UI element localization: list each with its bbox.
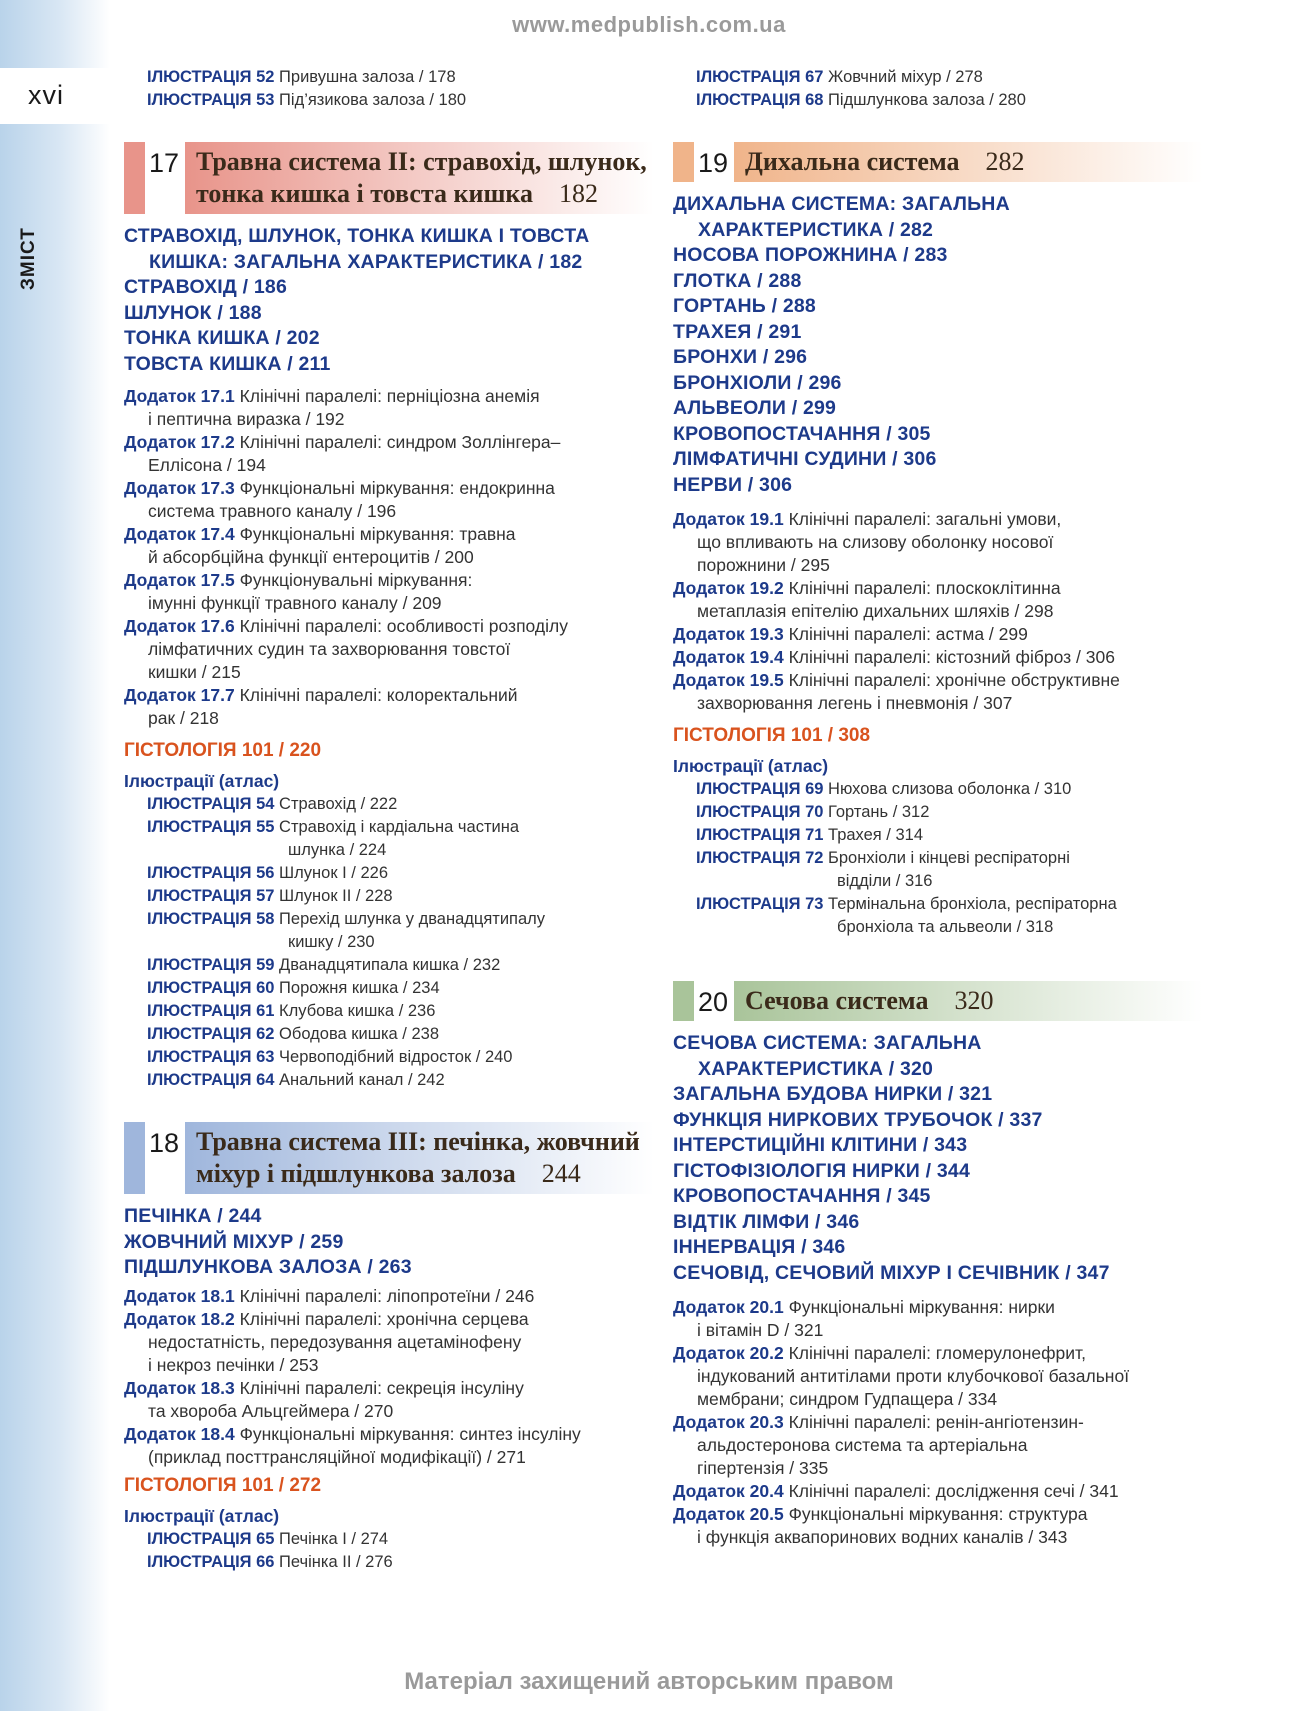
histology-entry[interactable]: ГІСТОЛОГІЯ 101 / 272: [124, 1474, 322, 1496]
section-entry[interactable]: [673, 1184, 1203, 1210]
illustration-entry[interactable]: [673, 893, 1203, 939]
section-title: НОСОВА ПОРОЖНИНА / 283: [673, 244, 948, 266]
illustration-entry[interactable]: [673, 66, 1203, 89]
appendix-code: Додаток 17.2: [124, 432, 235, 452]
appendix-code: Додаток 17.7: [124, 685, 235, 705]
illustration-title: Бронхіоли і кінцеві респіраторні: [823, 849, 1070, 867]
histology-entry[interactable]: ГІСТОЛОГІЯ 101 / 308: [673, 725, 871, 746]
appendix-title: Функціональні міркування: ендокринна: [234, 478, 555, 498]
section-title: ЛІМФАТИЧНІ СУДИНИ / 306: [673, 448, 937, 470]
appendix-entry[interactable]: [124, 385, 654, 431]
appendix-title: Функціональні міркування: травна: [234, 524, 516, 544]
chapter-page: 244: [541, 1159, 581, 1188]
section-entry[interactable]: [124, 301, 654, 327]
appendix-title-cont: що впливають на слизову оболонку носової: [697, 532, 1054, 552]
section-title: ГОРТАНЬ / 288: [673, 295, 816, 317]
section-title: КРОВОПОСТАЧАННЯ / 305: [673, 422, 931, 445]
sidebar-band: [0, 0, 110, 1711]
appendix-entry[interactable]: [673, 1411, 1203, 1480]
section-side-label: ЗМІСТ: [18, 227, 39, 290]
section-entry[interactable]: [673, 473, 1203, 499]
chapter-title[interactable]: [745, 985, 1203, 1017]
illustration-entry[interactable]: [124, 1528, 654, 1551]
section-title: ПІДШЛУНКОВА ЗАЛОЗА / 263: [124, 1256, 412, 1278]
section-title-cont: КИШКА: ЗАГАЛЬНА ХАРАКТЕРИСТИКА / 182: [149, 250, 583, 273]
appendix-title-cont: Еллісона / 194: [148, 455, 266, 475]
appendix-title-cont: і вітамін D / 321: [697, 1320, 824, 1340]
appendix-title-cont: мембрани; синдром Гудпащера / 334: [697, 1389, 998, 1409]
section-title: ІНТЕРСТИЦІЙНІ КЛІТИНИ / 343: [673, 1134, 968, 1156]
illustration-title-cont: кишку / 230: [288, 933, 375, 951]
appendix-title-cont: і функція аквапоринових водних каналів / 343: [697, 1527, 1068, 1547]
appendix-title-cont: метаплазія епітелію дихальних шляхів / 298: [697, 601, 1054, 621]
appendix-title: Функціонувальні міркування:: [234, 570, 473, 590]
illustration-entry[interactable]: [124, 1023, 654, 1046]
appendix-code: Додаток 18.1: [124, 1285, 235, 1306]
histology-entry[interactable]: ГІСТОЛОГІЯ 101 / 220: [124, 740, 322, 761]
appendix-title: Клінічні паралелі: дослідження сечі / 341: [783, 1481, 1119, 1501]
chapter-header: [673, 981, 1203, 1021]
illustration-code: ІЛЮСТРАЦІЯ 53: [147, 91, 275, 109]
section-entry[interactable]: [124, 326, 654, 352]
appendix-entry[interactable]: [124, 431, 654, 477]
illustration-code: ІЛЮСТРАЦІЯ 71: [696, 826, 824, 844]
illustration-code: ІЛЮСТРАЦІЯ 63: [147, 1048, 275, 1066]
appendix-title: Клінічні паралелі: особливості розподілу: [234, 616, 568, 636]
spacer: [124, 1092, 654, 1122]
appendix-entry[interactable]: [673, 508, 1203, 577]
section-title: ЖОВЧНИЙ МІХУР / 259: [124, 1230, 344, 1253]
appendix-title-cont: кишки / 215: [148, 662, 241, 682]
section-entry[interactable]: [673, 1082, 1203, 1108]
illustration-title: Шлунок І / 226: [274, 864, 388, 882]
appendix-title: Клінічні паралелі: перніціозна анемія: [234, 386, 540, 406]
appendix-title: Клінічні паралелі: колоректальний: [234, 685, 518, 705]
illustration-entry[interactable]: [673, 89, 1203, 112]
appendix-title-cont: рак / 218: [148, 708, 219, 728]
illustration-title: Печінка І / 274: [274, 1529, 389, 1548]
section-entry[interactable]: [673, 1159, 1203, 1185]
appendix-title: Клінічні паралелі: секреція інсуліну: [234, 1377, 524, 1398]
chapter-page: 182: [558, 179, 598, 208]
illustration-title: Під’язикова залоза / 180: [274, 91, 467, 109]
appendix-entry[interactable]: [124, 615, 654, 684]
chapter-header: [673, 142, 1203, 182]
appendix-title-cont: система травного каналу / 196: [148, 501, 397, 521]
illustration-code: ІЛЮСТРАЦІЯ 72: [696, 849, 824, 867]
section-entry[interactable]: [673, 422, 1203, 448]
illustration-title: Підшлункова залоза / 280: [823, 91, 1026, 109]
illustration-title: Анальний канал / 242: [274, 1071, 445, 1089]
appendix-entry[interactable]: [124, 684, 654, 730]
appendix-entry[interactable]: [673, 623, 1203, 646]
section-entry[interactable]: [673, 1235, 1203, 1261]
chapter-number: 19: [698, 148, 729, 178]
illustration-title: Гортань / 312: [823, 803, 930, 821]
section-entry[interactable]: [673, 243, 1203, 269]
spacer: [673, 939, 1203, 981]
section-title: БРОНХИ / 296: [673, 346, 808, 368]
appendix-title-cont: лімфатичних судин та захворювання товстої: [148, 639, 511, 659]
appendix-code: Додаток 17.5: [124, 570, 235, 590]
appendix-code: Додаток 19.4: [673, 647, 784, 667]
illustration-code: ІЛЮСТРАЦІЯ 69: [696, 780, 824, 798]
illustration-code: ІЛЮСТРАЦІЯ 60: [147, 979, 275, 997]
chapter-title[interactable]: [745, 146, 1203, 178]
chapter-color-bar: [124, 142, 145, 214]
appendix-code: Додаток 20.2: [673, 1343, 784, 1363]
illustration-code: ІЛЮСТРАЦІЯ 62: [147, 1025, 275, 1043]
section-title: СТРАВОХІД / 186: [124, 276, 288, 298]
section-title: СЕЧОВА СИСТЕМА: ЗАГАЛЬНА: [673, 1032, 982, 1054]
illustration-entry[interactable]: [124, 1069, 654, 1092]
appendix-title: Клінічні паралелі: ренін-ангіотензин-: [783, 1412, 1084, 1432]
appendix-entry[interactable]: [673, 577, 1203, 623]
chapter-title-line2: міхур і підшлункова залоза: [196, 1159, 516, 1188]
section-title: ІННЕРВАЦІЯ / 346: [673, 1236, 846, 1258]
appendix-title: Клінічні паралелі: синдром Золлінгера–: [234, 432, 561, 452]
illustration-entry[interactable]: [673, 778, 1203, 801]
appendix-entry[interactable]: [673, 646, 1203, 669]
appendix-entry[interactable]: [124, 1285, 654, 1308]
section-entry[interactable]: [673, 1210, 1203, 1236]
spacer: [124, 377, 654, 385]
appendix-code: Додаток 19.2: [673, 578, 784, 598]
appendix-code: Додаток 20.5: [673, 1504, 784, 1524]
section-entry[interactable]: [124, 1204, 654, 1230]
appendix-title-cont: порожнини / 295: [697, 555, 830, 575]
illustration-entry[interactable]: [124, 1551, 654, 1574]
section-entry[interactable]: [124, 1230, 654, 1256]
appendix-title-cont: (приклад посттрансляційної модифікації) / 271: [148, 1446, 526, 1467]
spacer: [124, 1194, 654, 1204]
illustration-title: Жовчний міхур / 278: [823, 68, 983, 86]
illustration-entry[interactable]: [124, 954, 654, 977]
illustration-entry[interactable]: [673, 824, 1203, 847]
appendix-code: Додаток 17.3: [124, 478, 235, 498]
section-title: ФУНКЦІЯ НИРКОВИХ ТРУБОЧОК / 337: [673, 1108, 1043, 1131]
section-entry[interactable]: [124, 275, 654, 301]
appendix-code: Додаток 19.1: [673, 509, 784, 529]
section-title: АЛЬВЕОЛИ / 299: [673, 397, 837, 419]
spacer: [673, 1021, 1203, 1031]
section-title: ДИХАЛЬНА СИСТЕМА: ЗАГАЛЬНА: [673, 193, 1010, 215]
appendix-title-cont: й абсорбційна функції ентероцитів / 200: [148, 547, 474, 567]
appendix-title: Клінічні паралелі: хронічна серцева: [234, 1308, 529, 1329]
watermark-top: www.medpublish.com.ua: [512, 12, 786, 37]
appendix-title-cont: індукований антитілами проти клубочкової базальної: [697, 1366, 1130, 1386]
spacer: [673, 498, 1203, 508]
chapter-page: 320: [954, 986, 994, 1015]
illustration-title: Перехід шлунка у дванадцятипалу: [274, 910, 546, 928]
appendix-title: Функціональні міркування: нирки: [783, 1297, 1055, 1317]
appendix-title-cont: і некроз печінки / 253: [148, 1354, 319, 1375]
appendix-entry[interactable]: [124, 523, 654, 569]
spacer: [124, 214, 654, 224]
section-title: ТОНКА КИШКА / 202: [124, 327, 320, 349]
chapter-title-line1: Дихальна система: [745, 147, 960, 176]
appendix-title: Функціональні міркування: синтез інсуліну: [234, 1423, 581, 1444]
illustration-title: Термінальна бронхіола, респіраторна: [823, 895, 1117, 913]
chapter-title-line2: тонка кишка і товста кишка: [196, 179, 533, 208]
section-entry[interactable]: [124, 224, 654, 275]
illustration-code: ІЛЮСТРАЦІЯ 59: [147, 956, 275, 974]
atlas-heading: Ілюстрації (атлас): [124, 771, 280, 791]
illustration-code: ІЛЮСТРАЦІЯ 70: [696, 803, 824, 821]
illustration-title: Печінка ІІ / 276: [274, 1552, 393, 1571]
section-title: ГІСТОФІЗІОЛОГІЯ НИРКИ / 344: [673, 1159, 971, 1182]
section-title: ПЕЧІНКА / 244: [124, 1205, 262, 1227]
appendix-title-cont: і пептична виразка / 192: [148, 409, 345, 429]
appendix-code: Додаток 19.3: [673, 624, 784, 644]
illustration-code: ІЛЮСТРАЦІЯ 64: [147, 1071, 275, 1089]
spacer: [673, 1286, 1203, 1296]
section-title: БРОНХІОЛИ / 296: [673, 371, 842, 394]
spacer: [124, 730, 654, 738]
illustration-entry[interactable]: [124, 89, 654, 112]
section-entry[interactable]: [673, 1261, 1203, 1287]
section-entry[interactable]: [673, 396, 1203, 422]
left-column: [124, 66, 654, 1574]
illustration-code: ІЛЮСТРАЦІЯ 66: [147, 1552, 275, 1571]
appendix-title-cont: захворювання легень і пневмонія / 307: [697, 693, 1013, 713]
appendix-title-cont: недостатність, передозування ацетамінофену: [148, 1331, 522, 1352]
appendix-code: Додаток 20.4: [673, 1481, 784, 1501]
illustration-code: ІЛЮСТРАЦІЯ 55: [147, 818, 275, 836]
illustration-title-cont: відділи / 316: [837, 872, 933, 890]
illustration-entry[interactable]: [673, 847, 1203, 893]
section-title: ШЛУНОК / 188: [124, 301, 262, 324]
illustration-code: ІЛЮСТРАЦІЯ 56: [147, 864, 275, 882]
section-title: КРОВОПОСТАЧАННЯ / 345: [673, 1185, 931, 1207]
section-title: ТРАХЕЯ / 291: [673, 320, 802, 343]
spacer: [673, 715, 1203, 723]
section-title: ВІДТІК ЛІМФИ / 346: [673, 1210, 860, 1233]
illustration-code: ІЛЮСТРАЦІЯ 68: [696, 91, 824, 109]
illustration-entry[interactable]: [124, 908, 654, 954]
section-title: НЕРВИ / 306: [673, 473, 793, 496]
spacer: [124, 112, 654, 142]
section-title: ГЛОТКА / 288: [673, 269, 802, 292]
illustration-title: Порожня кишка / 234: [274, 979, 440, 997]
appendix-code: Додаток 19.5: [673, 670, 784, 690]
section-entry[interactable]: [124, 1255, 654, 1281]
chapter-color-bar: [124, 1122, 145, 1194]
right-column: [673, 66, 1203, 1549]
chapter-title[interactable]: [196, 1126, 654, 1190]
illustration-title: Привушна залоза / 178: [274, 68, 456, 86]
appendix-title-cont: альдостеронова система та артеріальна: [697, 1435, 1028, 1455]
section-title: СТРАВОХІД, ШЛУНОК, ТОНКА КИШКА І ТОВСТА: [124, 225, 590, 247]
illustration-title: Стравохід і кардіальна частина: [274, 818, 520, 836]
illustration-code: ІЛЮСТРАЦІЯ 58: [147, 910, 275, 928]
appendix-entry[interactable]: [124, 477, 654, 523]
section-entry[interactable]: [673, 371, 1203, 397]
appendix-code: Додаток 17.4: [124, 524, 235, 544]
atlas-heading: Ілюстрації (атлас): [673, 756, 829, 776]
section-entry[interactable]: [673, 294, 1203, 320]
illustration-title: Трахея / 314: [823, 826, 924, 844]
appendix-entry[interactable]: [124, 1423, 654, 1469]
section-title-cont: ХАРАКТЕРИСТИКА / 320: [698, 1057, 934, 1080]
appendix-title: Клінічні паралелі: гломерулонефрит,: [783, 1343, 1086, 1363]
section-entry[interactable]: [673, 1031, 1203, 1082]
appendix-title-cont: гіпертензія / 335: [697, 1458, 829, 1478]
appendix-entry[interactable]: [673, 669, 1203, 715]
appendix-title: Клінічні паралелі: загальні умови,: [783, 509, 1062, 529]
section-entry[interactable]: [673, 192, 1203, 243]
appendix-entry[interactable]: [673, 1480, 1203, 1503]
illustration-entry[interactable]: [124, 862, 654, 885]
illustration-title: Ободова кишка / 238: [274, 1025, 439, 1043]
illustration-entry[interactable]: [124, 885, 654, 908]
illustration-entry[interactable]: [124, 1000, 654, 1023]
appendix-code: Додаток 18.3: [124, 1377, 235, 1398]
chapter-number: 17: [149, 148, 180, 178]
illustration-entry[interactable]: [124, 816, 654, 862]
appendix-entry[interactable]: [673, 1503, 1203, 1549]
spacer: [673, 112, 1203, 142]
section-title: ЗАГАЛЬНА БУДОВА НИРКИ / 321: [673, 1083, 993, 1105]
illustration-title: Дванадцятипала кишка / 232: [274, 956, 501, 974]
illustration-code: ІЛЮСТРАЦІЯ 67: [696, 68, 824, 86]
page-number: xvi: [28, 80, 64, 110]
spacer: [673, 182, 1203, 192]
section-title: СЕЧОВІД, СЕЧОВИЙ МІХУР І СЕЧІВНИК / 347: [673, 1261, 1110, 1284]
appendix-entry[interactable]: [124, 1377, 654, 1423]
chapter-color-bar: [673, 981, 694, 1021]
appendix-code: Додаток 20.1: [673, 1297, 784, 1317]
chapter-number: 20: [698, 987, 729, 1017]
section-entry[interactable]: [673, 345, 1203, 371]
appendix-code: Додаток 20.3: [673, 1412, 784, 1432]
illustration-entry[interactable]: [124, 66, 654, 89]
appendix-entry[interactable]: [124, 1308, 654, 1377]
appendix-code: Додаток 17.1: [124, 386, 235, 406]
section-entry[interactable]: [673, 447, 1203, 473]
chapter-header: [124, 142, 654, 214]
illustration-title-cont: шлунка / 224: [288, 841, 387, 859]
section-entry[interactable]: [673, 1108, 1203, 1134]
illustration-code: ІЛЮСТРАЦІЯ 73: [696, 895, 824, 913]
illustration-title: Нюхова слизова оболонка / 310: [823, 780, 1072, 798]
chapter-color-bar: [673, 142, 694, 182]
chapter-number: 18: [149, 1128, 180, 1158]
illustration-title: Червоподібний відросток / 240: [274, 1048, 513, 1066]
chapter-title-line1: Травна система II: стравохід, шлунок,: [196, 147, 647, 176]
chapter-title-line1: Сечова система: [745, 986, 929, 1015]
atlas-heading: Ілюстрації (атлас): [124, 1505, 280, 1526]
appendix-title-cont: та хвороба Альцгеймера / 270: [148, 1400, 394, 1421]
illustration-code: ІЛЮСТРАЦІЯ 65: [147, 1529, 275, 1548]
watermark-bottom: Матеріал захищений авторським правом: [404, 1668, 894, 1695]
illustration-entry[interactable]: [124, 977, 654, 1000]
illustration-code: ІЛЮСТРАЦІЯ 61: [147, 1002, 275, 1020]
chapter-title-line1: Травна система III: печінка, жовчний: [196, 1127, 640, 1156]
appendix-entry[interactable]: [673, 1296, 1203, 1342]
appendix-code: Додаток 18.4: [124, 1423, 235, 1444]
illustration-entry[interactable]: [124, 1046, 654, 1069]
chapter-header: [124, 1122, 654, 1194]
appendix-title: Клінічні паралелі: астма / 299: [783, 624, 1028, 644]
appendix-title: Функціональні міркування: структура: [783, 1504, 1088, 1524]
illustration-title: Стравохід / 222: [274, 795, 398, 813]
illustration-code: ІЛЮСТРАЦІЯ 54: [147, 795, 275, 813]
appendix-title: Клінічні паралелі: хронічне обструктивне: [783, 670, 1120, 690]
illustration-code: ІЛЮСТРАЦІЯ 57: [147, 887, 275, 905]
section-entry[interactable]: [673, 269, 1203, 295]
appendix-entry[interactable]: [673, 1342, 1203, 1411]
appendix-title-cont: імунні функції травного каналу / 209: [148, 593, 442, 613]
appendix-title: Клінічні паралелі: кістозний фіброз / 306: [783, 647, 1115, 667]
section-title: ТОВСТА КИШКА / 211: [124, 352, 331, 375]
illustration-code: ІЛЮСТРАЦІЯ 52: [147, 68, 275, 86]
section-entry[interactable]: [673, 1133, 1203, 1159]
appendix-code: Додаток 17.6: [124, 616, 235, 636]
appendix-title: Клінічні паралелі: плоскоклітинна: [783, 578, 1061, 598]
illustration-entry[interactable]: [673, 801, 1203, 824]
appendix-title: Клінічні паралелі: ліпопротеїни / 246: [234, 1285, 535, 1306]
illustration-title-cont: бронхіола та альвеоли / 318: [837, 918, 1054, 936]
illustration-title: Шлунок ІІ / 228: [274, 887, 393, 905]
chapter-page: 282: [985, 147, 1025, 176]
appendix-code: Додаток 18.2: [124, 1308, 235, 1329]
section-entry[interactable]: [673, 320, 1203, 346]
illustration-entry[interactable]: [124, 793, 654, 816]
illustration-title: Клубова кишка / 236: [274, 1002, 436, 1020]
appendix-entry[interactable]: [124, 569, 654, 615]
chapter-title[interactable]: [196, 146, 654, 210]
section-title-cont: ХАРАКТЕРИСТИКА / 282: [698, 218, 934, 241]
section-entry[interactable]: [124, 352, 654, 378]
